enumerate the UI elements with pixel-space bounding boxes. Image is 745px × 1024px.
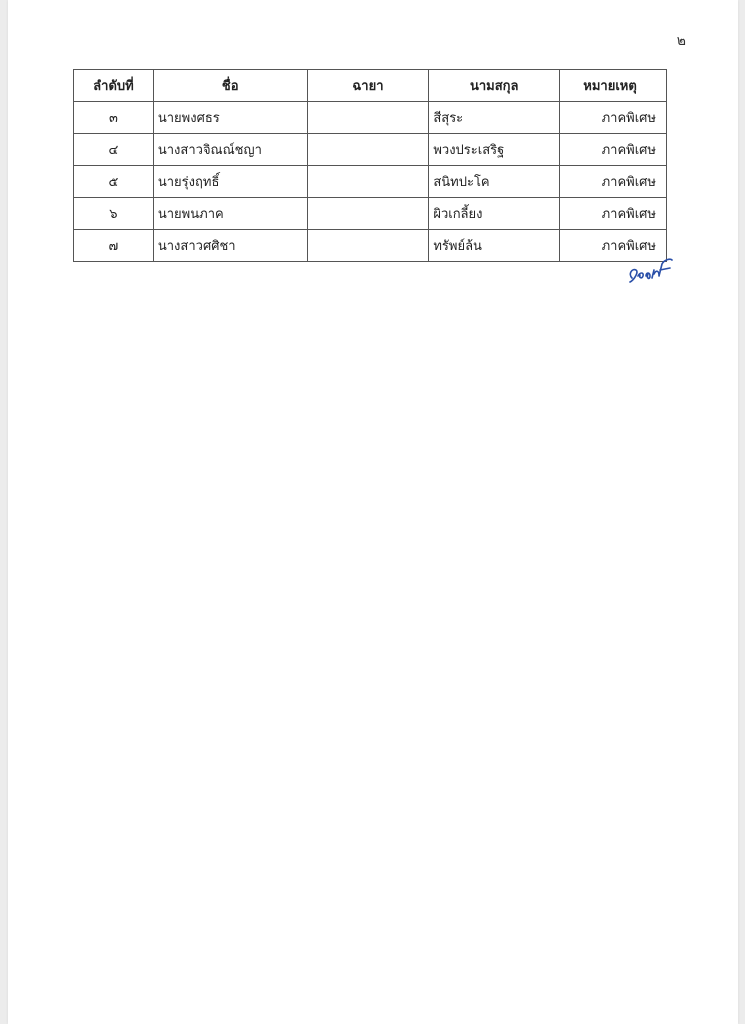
- header-no: ลำดับที่: [74, 70, 154, 102]
- cell-no: ๔: [74, 134, 154, 166]
- roster-table: [73, 69, 667, 262]
- cell-no: ๓: [74, 102, 154, 134]
- cell-alias: [307, 134, 429, 166]
- cell-surname: พวงประเสริฐ: [429, 134, 560, 166]
- cell-surname: ทรัพย์ล้น: [429, 230, 560, 262]
- header-name: ชื่อ: [153, 70, 307, 102]
- cell-surname: สนิทปะโค: [429, 166, 560, 198]
- cell-no: ๗: [74, 230, 154, 262]
- cell-alias: [307, 230, 429, 262]
- table-row: [74, 230, 667, 262]
- table-row: [74, 134, 667, 166]
- cell-no: ๕: [74, 166, 154, 198]
- cell-name: นางสาวศศิชา: [153, 230, 307, 262]
- cell-surname: ผิวเกลี้ยง: [429, 198, 560, 230]
- page-number: ๒: [676, 33, 686, 49]
- cell-name: นายพงศธร: [153, 102, 307, 134]
- cell-alias: [307, 198, 429, 230]
- cell-remark: ภาคพิเศษ: [560, 166, 667, 198]
- cell-alias: [307, 166, 429, 198]
- header-alias: ฉายา: [307, 70, 429, 102]
- table-row: [74, 198, 667, 230]
- cell-remark: ภาคพิเศษ: [560, 230, 667, 262]
- cell-alias: [307, 102, 429, 134]
- cell-name: นายรุ่งฤทธิ์: [153, 166, 307, 198]
- table-row: [74, 166, 667, 198]
- table-header-row: [74, 70, 667, 102]
- document-page: [8, 0, 738, 1024]
- signature-mark: [626, 250, 676, 286]
- cell-no: ๖: [74, 198, 154, 230]
- cell-remark: ภาคพิเศษ: [560, 102, 667, 134]
- table-row: [74, 102, 667, 134]
- cell-name: นางสาวจิณณ์ชญา: [153, 134, 307, 166]
- header-surname: นามสกุล: [429, 70, 560, 102]
- cell-surname: สีสุระ: [429, 102, 560, 134]
- cell-name: นายพนภาค: [153, 198, 307, 230]
- cell-remark: ภาคพิเศษ: [560, 198, 667, 230]
- header-remark: หมายเหตุ: [560, 70, 667, 102]
- cell-remark: ภาคพิเศษ: [560, 134, 667, 166]
